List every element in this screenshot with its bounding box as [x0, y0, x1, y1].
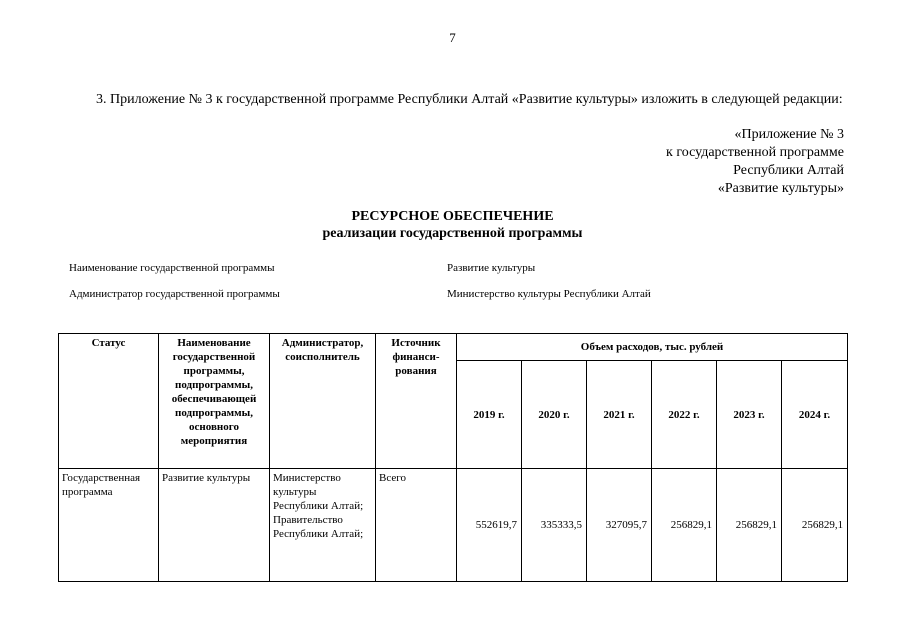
appendix-line: «Развитие культуры»	[717, 181, 844, 196]
cell-status: Государственная программа	[59, 469, 159, 582]
header-administrator: Администратор, соисполнитель	[270, 334, 376, 469]
cell-value: 552619,7	[457, 469, 522, 582]
header-year: 2024 г.	[782, 361, 848, 469]
cell-value: 327095,7	[587, 469, 652, 582]
appendix-reference	[666, 126, 844, 198]
header-year: 2021 г.	[587, 361, 652, 469]
header-year: 2022 г.	[652, 361, 717, 469]
header-year: 2019 г.	[457, 361, 522, 469]
cell-administrator: Министерство культуры Республики Алтай; Правительство Республики Алтай;	[270, 469, 376, 582]
appendix-line: Республики Алтай	[733, 163, 844, 178]
table-row	[59, 469, 848, 582]
cell-source: Всего	[376, 469, 457, 582]
cell-value: 256829,1	[717, 469, 782, 582]
program-admin-label: Администратор государственной программы	[69, 288, 280, 300]
header-name: Наименование государственной программы, подпрограммы, обеспечивающей подпрограммы, основного мероприятия	[159, 334, 270, 469]
intro-paragraph: 3. Приложение № 3 к государственной программе Республики Алтай «Развитие культуры» изложить в следующей редакции:	[96, 92, 843, 107]
page-number: 7	[449, 30, 456, 45]
program-name-value: Развитие культуры	[447, 262, 536, 274]
cell-name: Развитие культуры	[159, 469, 270, 582]
title-line-2: реализации государственной программы	[322, 226, 583, 241]
header-source: Источник финанси-рования	[376, 334, 457, 469]
appendix-line: «Приложение № 3	[734, 127, 844, 142]
title-line-1: РЕСУРСНОЕ ОБЕСПЕЧЕНИЕ	[351, 209, 554, 224]
header-volume: Объем расходов, тыс. рублей	[457, 334, 848, 361]
header-year: 2023 г.	[717, 361, 782, 469]
header-status: Статус	[59, 334, 159, 469]
resource-table	[58, 333, 848, 582]
cell-value: 256829,1	[782, 469, 848, 582]
header-year: 2020 г.	[522, 361, 587, 469]
appendix-line: к государственной программе	[666, 145, 844, 160]
cell-value: 256829,1	[652, 469, 717, 582]
cell-value: 335333,5	[522, 469, 587, 582]
document-title	[0, 208, 905, 242]
program-admin-value: Министерство культуры Республики Алтай	[447, 288, 651, 300]
program-name-label: Наименование государственной программы	[69, 262, 275, 274]
